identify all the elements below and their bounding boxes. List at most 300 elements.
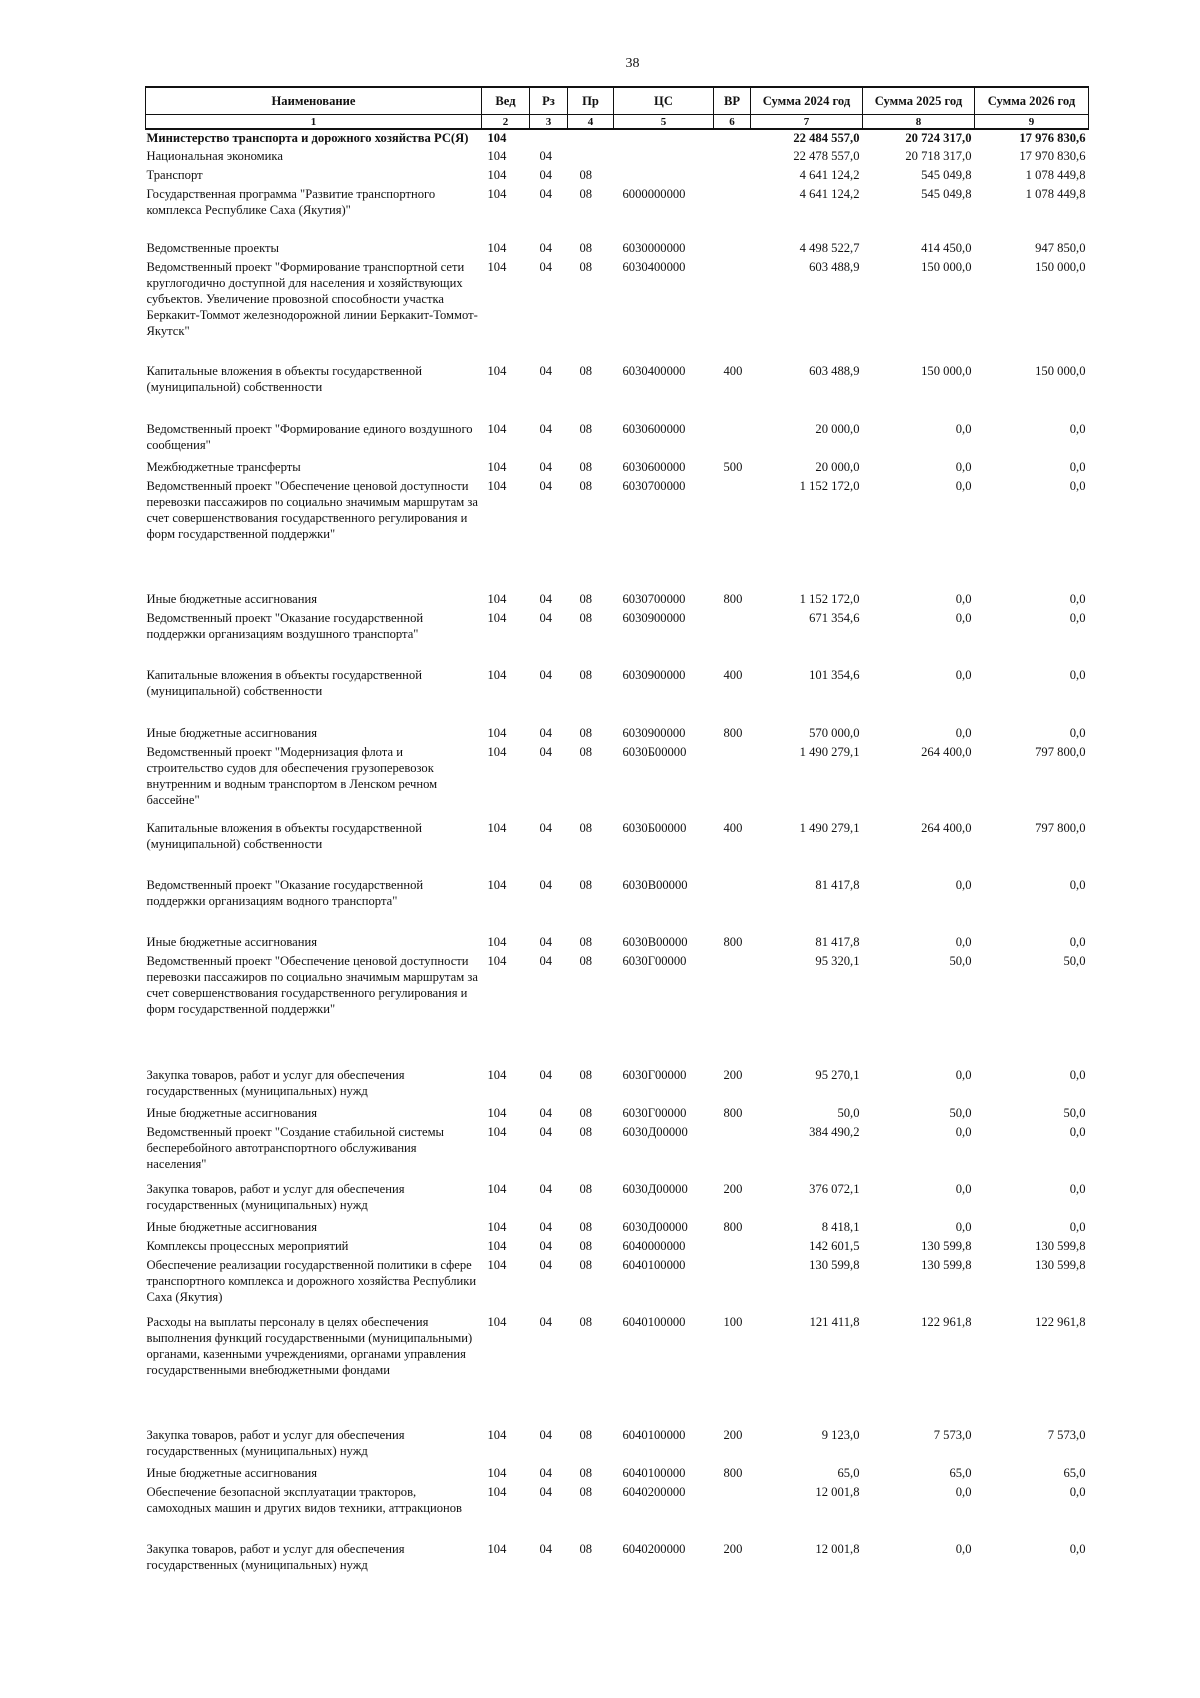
row-rz: 04: [539, 187, 553, 201]
row-name: Ведомственный проект "Формирование единого воздушного сообщения": [146, 422, 473, 453]
row-sum-2025: 0,0: [955, 1182, 972, 1196]
header-pr: Пр: [568, 87, 614, 115]
row-rz: 04: [539, 1239, 553, 1253]
row-sum-2025: 150 000,0: [921, 260, 972, 274]
row-pr: 08: [579, 1239, 593, 1253]
row-sum-2026: 130 599,8: [1035, 1239, 1086, 1253]
row-vr: [714, 129, 751, 148]
row-cs: 6030400000: [622, 364, 686, 378]
row-rz: 04: [539, 1542, 553, 1556]
row-sum-2026: 0,0: [1069, 726, 1086, 740]
row-name: Иные бюджетные ассигнования: [146, 592, 318, 606]
row-rz: [530, 129, 568, 148]
table-row: [146, 1427, 1089, 1465]
table-body: [146, 129, 1089, 1579]
column-number: 2: [482, 115, 530, 130]
row-name: Иные бюджетные ассигнования: [146, 1220, 318, 1234]
row-rz: 04: [539, 1428, 553, 1442]
row-pr: 08: [579, 878, 593, 892]
row-sum-2026: 1 078 449,8: [1025, 187, 1086, 201]
table-row: [146, 363, 1089, 421]
row-name: Комплексы процессных мероприятий: [146, 1239, 349, 1253]
row-sum-2025: 0,0: [955, 479, 972, 493]
column-number: 3: [530, 115, 568, 130]
row-sum-2025: 0,0: [955, 1542, 972, 1556]
row-vr: 800: [723, 1106, 743, 1120]
row-vr: [714, 259, 751, 363]
row-rz: 04: [539, 935, 553, 949]
row-ved: 104: [487, 1068, 507, 1082]
row-sum-2024: 130 599,8: [809, 1258, 860, 1272]
row-ved: 104: [487, 1182, 507, 1196]
row-name: Министерство транспорта и дорожного хозяйства РС(Я): [146, 131, 469, 145]
row-cs: 6030В00000: [622, 935, 688, 949]
row-sum-2025: 0,0: [955, 668, 972, 682]
row-name: Ведомственные проекты: [146, 241, 279, 255]
row-ved: 104: [487, 1466, 507, 1480]
row-sum-2026: 0,0: [1069, 611, 1086, 625]
table-row: [146, 953, 1089, 1067]
row-sum-2025: 130 599,8: [921, 1239, 972, 1253]
row-sum-2024: 570 000,0: [809, 726, 860, 740]
row-sum-2026: 50,0: [1063, 954, 1086, 968]
row-name: Ведомственный проект "Обеспечение ценовой доступности перевозки пассажиров по социально значимым маршрутам за счет совершенствования государственного регулирования и форм государственной поддержки": [146, 954, 478, 1017]
row-sum-2026: 50,0: [1063, 1106, 1086, 1120]
row-sum-2024: 12 001,8: [815, 1485, 860, 1499]
row-sum-2025: 0,0: [955, 1485, 972, 1499]
row-sum-2025: 545 049,8: [921, 187, 972, 201]
row-vr: 800: [723, 726, 743, 740]
row-name: Расходы на выплаты персоналу в целях обеспечения выполнения функций государственными (муниципальными) органами, казенными учреждениями, органами управления государственными внебюджетными фондами: [146, 1315, 473, 1378]
row-vr: [714, 167, 751, 186]
row-rz: 04: [539, 1485, 553, 1499]
row-pr: 08: [579, 1106, 593, 1120]
row-rz: 04: [539, 726, 553, 740]
row-rz: 04: [539, 821, 553, 835]
row-sum-2025: 0,0: [955, 726, 972, 740]
row-cs: 6030Г00000: [622, 1106, 687, 1120]
row-sum-2024: 121 411,8: [809, 1315, 860, 1329]
table-row: [146, 186, 1089, 240]
row-pr: 08: [579, 668, 593, 682]
row-rz: 04: [539, 1125, 553, 1139]
row-sum-2026: 150 000,0: [1035, 260, 1086, 274]
row-pr: 08: [579, 260, 593, 274]
row-ved: 104: [487, 460, 507, 474]
table-row: [146, 610, 1089, 667]
row-sum-2024: 1 152 172,0: [799, 479, 860, 493]
row-vr: [714, 1484, 751, 1541]
row-sum-2024: 1 152 172,0: [799, 592, 860, 606]
row-pr: 08: [579, 1220, 593, 1234]
table-row: [146, 877, 1089, 934]
table-row: [146, 240, 1089, 259]
row-vr: [714, 953, 751, 1067]
row-rz: 04: [539, 1466, 553, 1480]
row-sum-2026: 797 800,0: [1035, 821, 1086, 835]
row-sum-2025: 545 049,8: [921, 168, 972, 182]
row-sum-2026: 0,0: [1069, 1182, 1086, 1196]
row-rz: 04: [539, 260, 553, 274]
row-vr: [714, 1124, 751, 1181]
row-cs: 6040000000: [622, 1239, 686, 1253]
row-ved: 104: [487, 1106, 507, 1120]
row-sum-2026: 797 800,0: [1035, 745, 1086, 759]
row-vr: [714, 1257, 751, 1314]
row-sum-2026: 1 078 449,8: [1025, 168, 1086, 182]
row-ved: 104: [487, 1542, 507, 1556]
row-ved: 104: [487, 1125, 507, 1139]
row-name: Государственная программа "Развитие транспортного комплекса Республике Саха (Якутия)": [146, 187, 436, 218]
row-name: Иные бюджетные ассигнования: [146, 1466, 318, 1480]
row-cs: 6040200000: [622, 1485, 686, 1499]
row-sum-2026: 0,0: [1069, 1542, 1086, 1556]
row-pr: 08: [579, 935, 593, 949]
table-row: [146, 129, 1089, 148]
row-name: Обеспечение реализации государственной политики в сфере транспортного комплекса и дорожного хозяйства Республики Саха (Якутия): [146, 1258, 477, 1305]
row-sum-2024: 8 418,1: [821, 1220, 860, 1234]
row-sum-2026: 0,0: [1069, 935, 1086, 949]
row-sum-2025: 65,0: [949, 1466, 972, 1480]
table-row: [146, 1219, 1089, 1238]
row-vr: [714, 421, 751, 459]
row-sum-2024: 95 320,1: [815, 954, 860, 968]
row-vr: 200: [723, 1542, 743, 1556]
row-sum-2024: 81 417,8: [815, 935, 860, 949]
row-cs: 6030Г00000: [622, 1068, 687, 1082]
row-cs: 6000000000: [622, 187, 686, 201]
row-name: Транспорт: [146, 168, 203, 182]
row-sum-2025: 20 724 317,0: [905, 131, 972, 145]
row-name: Ведомственный проект "Оказание государственной поддержки организациям воздушного транспорта": [146, 611, 424, 642]
row-cs: 6030700000: [622, 479, 686, 493]
row-ved: 104: [487, 422, 507, 436]
row-sum-2025: 0,0: [955, 878, 972, 892]
header-ved: Вед: [482, 87, 530, 115]
row-sum-2026: 0,0: [1069, 422, 1086, 436]
row-sum-2024: 671 354,6: [809, 611, 860, 625]
table-row: [146, 167, 1089, 186]
header-sum-2026: Сумма 2026 год: [975, 87, 1089, 115]
row-name: Ведомственный проект "Модернизация флота и строительство судов для обеспечения грузоперевозок внутренним и водным транспортом в Ленском речном бассейне": [146, 745, 438, 808]
row-ved: 104: [487, 1258, 507, 1272]
row-rz: 04: [539, 460, 553, 474]
table-row: [146, 591, 1089, 610]
row-ved: 104: [487, 954, 507, 968]
row-name: Закупка товаров, работ и услуг для обеспечения государственных (муниципальных) нужд: [146, 1542, 405, 1573]
row-rz: 04: [539, 479, 553, 493]
row-sum-2024: 1 490 279,1: [799, 821, 860, 835]
row-pr: 08: [579, 592, 593, 606]
row-ved: 104: [487, 149, 507, 163]
row-vr: 200: [723, 1428, 743, 1442]
row-vr: 200: [723, 1182, 743, 1196]
header-rz: Рз: [530, 87, 568, 115]
row-cs: 6030Б00000: [622, 745, 687, 759]
row-sum-2026: 947 850,0: [1035, 241, 1086, 255]
row-cs: 6030Г00000: [622, 954, 687, 968]
column-number: 4: [568, 115, 614, 130]
row-sum-2026: 0,0: [1069, 1220, 1086, 1234]
row-sum-2026: 0,0: [1069, 668, 1086, 682]
row-ved: 104: [487, 878, 507, 892]
row-sum-2026: 7 573,0: [1047, 1428, 1086, 1442]
row-ved: 104: [487, 1220, 507, 1234]
row-vr: 400: [723, 668, 743, 682]
table-row: [146, 478, 1089, 591]
row-sum-2024: 95 270,1: [815, 1068, 860, 1082]
column-number: 9: [975, 115, 1089, 130]
row-ved: 104: [487, 364, 507, 378]
row-pr: 08: [579, 1485, 593, 1499]
row-rz: 04: [539, 668, 553, 682]
row-name: Обеспечение безопасной эксплуатации тракторов, самоходных машин и других видов техники, аттракционов: [146, 1485, 462, 1516]
table-row: [146, 1257, 1089, 1314]
row-ved: 104: [487, 668, 507, 682]
row-sum-2026: 0,0: [1069, 1068, 1086, 1082]
row-vr: 800: [723, 1220, 743, 1234]
row-cs: 6030600000: [622, 422, 686, 436]
row-pr: 08: [579, 1182, 593, 1196]
row-pr: 08: [579, 821, 593, 835]
row-sum-2026: 0,0: [1069, 479, 1086, 493]
row-pr: 08: [579, 954, 593, 968]
row-pr: 08: [579, 1068, 593, 1082]
column-number: 5: [614, 115, 714, 130]
row-sum-2026: 130 599,8: [1035, 1258, 1086, 1272]
row-sum-2024: 101 354,6: [809, 668, 860, 682]
row-name: Закупка товаров, работ и услуг для обеспечения государственных (муниципальных) нужд: [146, 1182, 405, 1213]
row-pr: 08: [579, 187, 593, 201]
row-pr: 08: [579, 1315, 593, 1329]
row-ved: 104: [487, 1485, 507, 1499]
header-row: [146, 87, 1089, 115]
row-sum-2025: 50,0: [949, 954, 972, 968]
row-cs: [614, 129, 714, 148]
row-sum-2025: 0,0: [955, 1125, 972, 1139]
row-vr: [714, 610, 751, 667]
row-rz: 04: [539, 1220, 553, 1234]
row-sum-2025: 20 718 317,0: [905, 149, 972, 163]
row-pr: 08: [579, 611, 593, 625]
row-rz: 04: [539, 954, 553, 968]
row-pr: 08: [579, 745, 593, 759]
row-sum-2026: 0,0: [1069, 1125, 1086, 1139]
row-sum-2024: 603 488,9: [809, 364, 860, 378]
row-ved: 104: [487, 168, 507, 182]
row-cs: [614, 148, 714, 167]
row-name: Ведомственный проект "Оказание государственной поддержки организациям водного транспорта": [146, 878, 424, 909]
row-cs: 6030Д00000: [622, 1125, 688, 1139]
row-cs: 6030400000: [622, 260, 686, 274]
column-number: 8: [863, 115, 975, 130]
row-ved: 104: [487, 131, 507, 145]
row-pr: 08: [579, 460, 593, 474]
row-vr: [714, 478, 751, 591]
row-sum-2025: 50,0: [949, 1106, 972, 1120]
row-sum-2025: 0,0: [955, 611, 972, 625]
row-name: Капитальные вложения в объекты государственной (муниципальной) собственности: [146, 364, 422, 395]
row-cs: 6030700000: [622, 592, 686, 606]
row-sum-2024: 22 484 557,0: [793, 131, 860, 145]
row-sum-2024: 4 641 124,2: [799, 168, 860, 182]
table-row: [146, 1484, 1089, 1541]
row-pr: 08: [579, 726, 593, 740]
row-vr: [714, 240, 751, 259]
row-pr: [568, 129, 614, 148]
row-sum-2024: 4 641 124,2: [799, 187, 860, 201]
row-rz: 04: [539, 1182, 553, 1196]
page-number: 38: [625, 56, 640, 71]
row-sum-2025: 0,0: [955, 1068, 972, 1082]
row-sum-2026: 17 970 830,6: [1019, 149, 1086, 163]
row-name: Ведомственный проект "Обеспечение ценовой доступности перевозки пассажиров по социально значимым маршрутам за счет совершенствования государственного регулирования и форм государственной поддержки": [146, 479, 478, 542]
row-cs: 6030900000: [622, 726, 686, 740]
row-cs: 6030Д00000: [622, 1220, 688, 1234]
header-name: Наименование: [146, 87, 482, 115]
row-vr: 800: [723, 935, 743, 949]
table-row: [146, 1181, 1089, 1219]
row-rz: 04: [539, 1315, 553, 1329]
row-pr: [568, 148, 614, 167]
row-name: Капитальные вложения в объекты государственной (муниципальной) собственности: [146, 668, 422, 699]
table-row: [146, 1465, 1089, 1484]
row-sum-2025: 0,0: [955, 592, 972, 606]
row-pr: 08: [579, 1258, 593, 1272]
row-rz: 04: [539, 149, 553, 163]
row-name: Межбюджетные трансферты: [146, 460, 301, 474]
row-sum-2025: 0,0: [955, 422, 972, 436]
row-sum-2026: 17 976 830,6: [1019, 131, 1086, 145]
row-sum-2025: 0,0: [955, 935, 972, 949]
row-ved: 104: [487, 1315, 507, 1329]
row-rz: 04: [539, 422, 553, 436]
row-sum-2025: 150 000,0: [921, 364, 972, 378]
column-number: 6: [714, 115, 751, 130]
row-vr: 400: [723, 821, 743, 835]
table-row: [146, 421, 1089, 459]
row-ved: 104: [487, 592, 507, 606]
row-vr: [714, 186, 751, 240]
row-cs: 6030900000: [622, 611, 686, 625]
row-vr: 100: [723, 1315, 743, 1329]
row-sum-2024: 376 072,1: [809, 1182, 860, 1196]
row-pr: 08: [579, 1125, 593, 1139]
header-cs: ЦС: [614, 87, 714, 115]
column-number: 1: [146, 115, 482, 130]
row-pr: 08: [579, 241, 593, 255]
row-sum-2024: 9 123,0: [821, 1428, 860, 1442]
row-ved: 104: [487, 187, 507, 201]
row-ved: 104: [487, 1428, 507, 1442]
row-sum-2026: 65,0: [1063, 1466, 1086, 1480]
column-number: 7: [751, 115, 863, 130]
row-ved: 104: [487, 726, 507, 740]
row-cs: 6030В00000: [622, 878, 688, 892]
row-pr: 08: [579, 364, 593, 378]
table-row: [146, 820, 1089, 877]
row-name: Закупка товаров, работ и услуг для обеспечения государственных (муниципальных) нужд: [146, 1068, 405, 1099]
table-row: [146, 667, 1089, 725]
table-row: [146, 259, 1089, 363]
row-rz: 04: [539, 364, 553, 378]
row-sum-2026: 122 961,8: [1035, 1315, 1086, 1329]
row-pr: 08: [579, 1428, 593, 1442]
row-vr: [714, 744, 751, 820]
row-sum-2024: 81 417,8: [815, 878, 860, 892]
row-sum-2024: 142 601,5: [809, 1239, 860, 1253]
table-row: [146, 1314, 1089, 1427]
row-rz: 04: [539, 592, 553, 606]
row-cs: 6030600000: [622, 460, 686, 474]
row-ved: 104: [487, 745, 507, 759]
header-sum-2024: Сумма 2024 год: [751, 87, 863, 115]
row-sum-2024: 20 000,0: [815, 422, 860, 436]
header-sum-2025: Сумма 2025 год: [863, 87, 975, 115]
row-sum-2025: 130 599,8: [921, 1258, 972, 1272]
row-vr: 500: [723, 460, 743, 474]
row-name: Капитальные вложения в объекты государственной (муниципальной) собственности: [146, 821, 422, 852]
row-cs: 6040100000: [622, 1466, 686, 1480]
table-row: [146, 1124, 1089, 1181]
row-vr: 800: [723, 1466, 743, 1480]
row-vr: 800: [723, 592, 743, 606]
row-name: Национальная экономика: [146, 149, 283, 163]
row-vr: 400: [723, 364, 743, 378]
row-rz: 04: [539, 1258, 553, 1272]
row-cs: 6030900000: [622, 668, 686, 682]
row-sum-2025: 0,0: [955, 460, 972, 474]
row-name: Иные бюджетные ассигнования: [146, 935, 318, 949]
column-number-row: [146, 115, 1089, 130]
row-pr: 08: [579, 422, 593, 436]
row-sum-2024: 384 490,2: [809, 1125, 860, 1139]
row-cs: 6030Д00000: [622, 1182, 688, 1196]
row-ved: 104: [487, 260, 507, 274]
row-cs: 6040100000: [622, 1258, 686, 1272]
table-row: [146, 1238, 1089, 1257]
row-pr: 08: [579, 1542, 593, 1556]
row-sum-2025: 264 400,0: [921, 745, 972, 759]
table-row: [146, 1105, 1089, 1124]
row-rz: 04: [539, 1068, 553, 1082]
row-sum-2025: 7 573,0: [933, 1428, 972, 1442]
table-row: [146, 148, 1089, 167]
row-sum-2024: 4 498 522,7: [799, 241, 860, 255]
row-cs: 6040100000: [622, 1428, 686, 1442]
row-sum-2025: 0,0: [955, 1220, 972, 1234]
row-sum-2026: 150 000,0: [1035, 364, 1086, 378]
row-name: Закупка товаров, работ и услуг для обеспечения государственных (муниципальных) нужд: [146, 1428, 405, 1459]
row-vr: [714, 1238, 751, 1257]
row-ved: 104: [487, 241, 507, 255]
row-ved: 104: [487, 1239, 507, 1253]
row-sum-2024: 50,0: [837, 1106, 860, 1120]
row-rz: 04: [539, 168, 553, 182]
table-row: [146, 1541, 1089, 1579]
row-rz: 04: [539, 1106, 553, 1120]
row-name: Иные бюджетные ассигнования: [146, 726, 318, 740]
table-row: [146, 725, 1089, 744]
table-row: [146, 744, 1089, 820]
row-sum-2024: 65,0: [837, 1466, 860, 1480]
table-row: [146, 459, 1089, 478]
row-name: Ведомственный проект "Создание стабильной системы бесперебойного автотранспортного обслуживания населения": [146, 1125, 445, 1172]
row-rz: 04: [539, 241, 553, 255]
row-sum-2024: 12 001,8: [815, 1542, 860, 1556]
row-rz: 04: [539, 878, 553, 892]
table-row: [146, 934, 1089, 953]
